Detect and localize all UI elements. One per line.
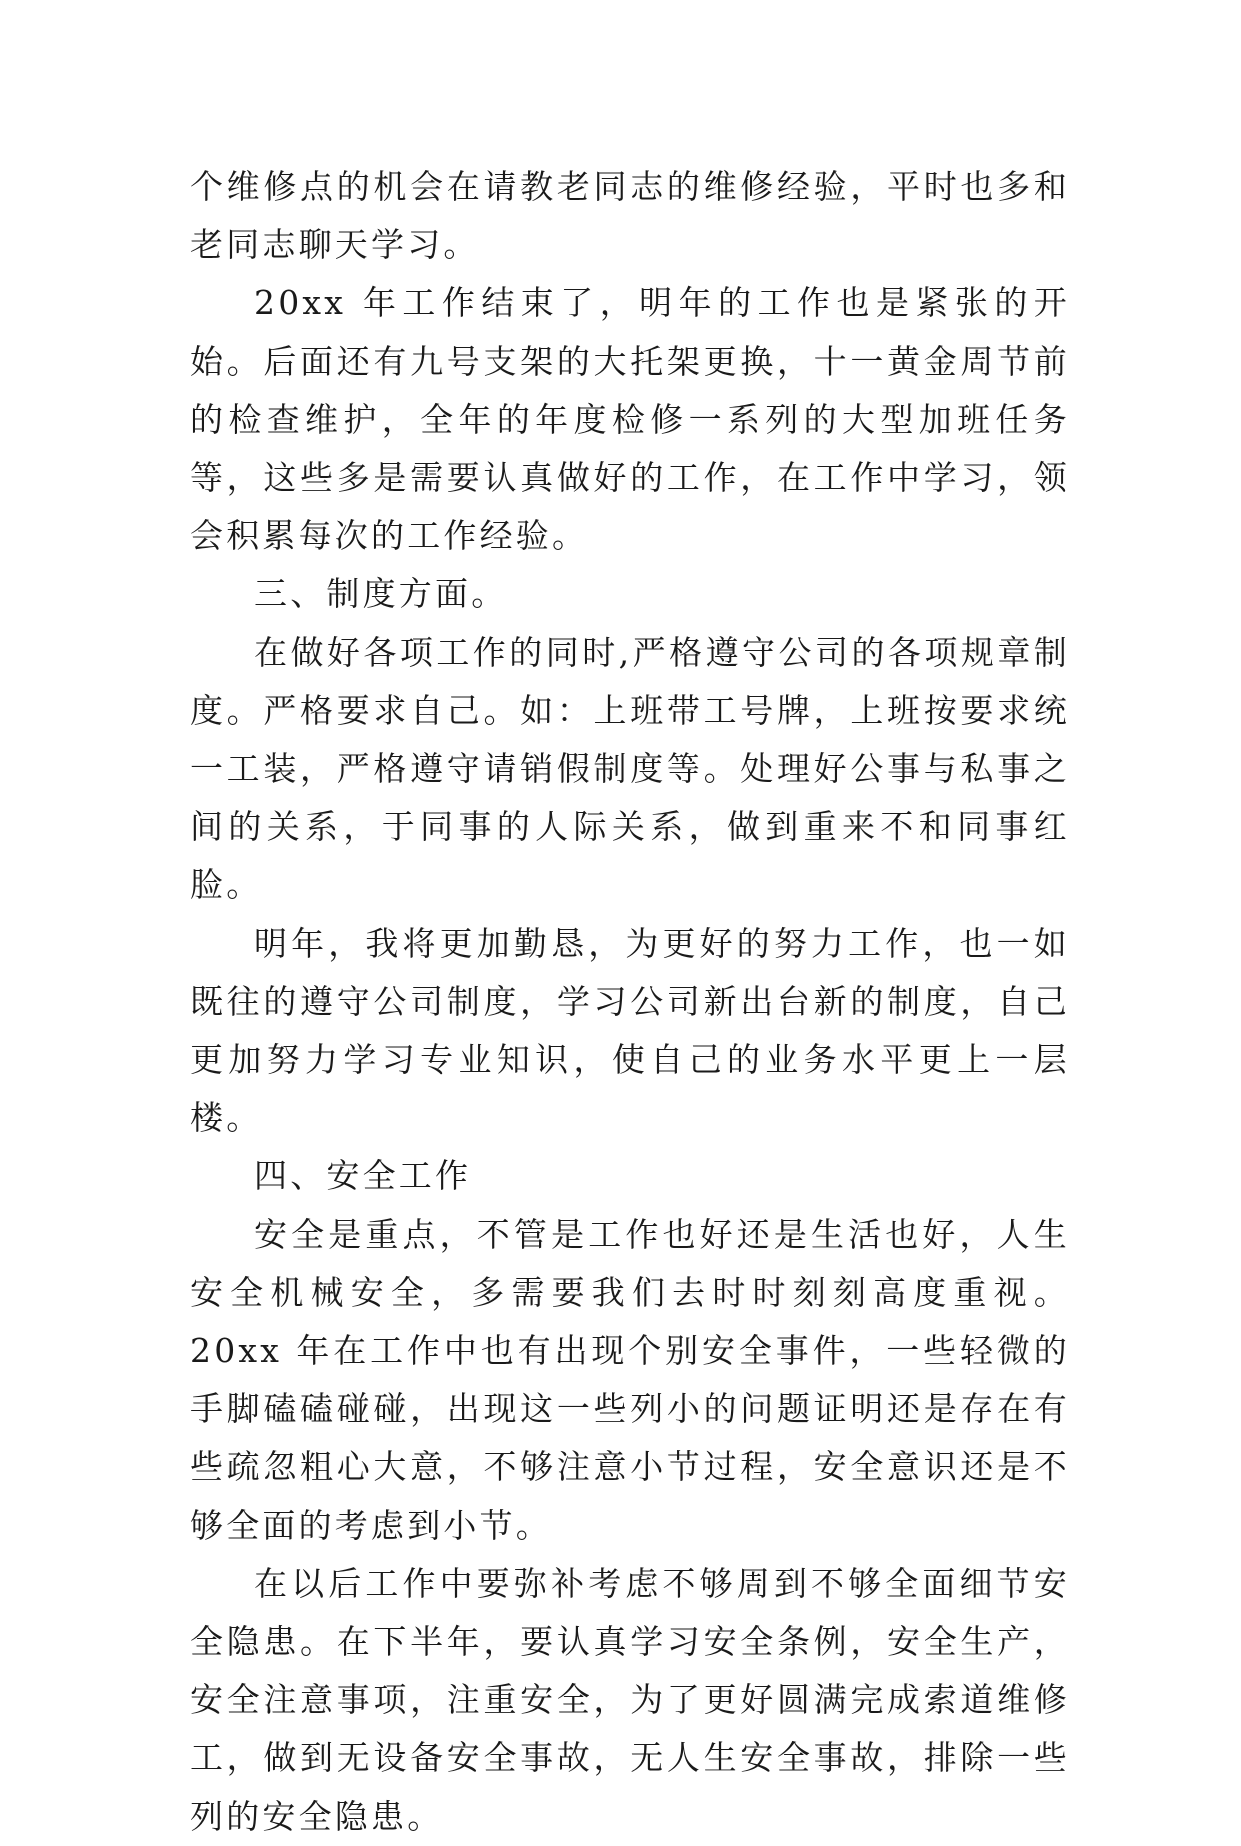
paragraph-regulations: 在做好各项工作的同时,严格遵守公司的各项规章制度。严格要求自己。如：上班带工号牌，上班按要求统一工装，严格遵守请销假制度等。处理好公事与私事之间的关系，于同事的人际关系，做到重来不和同事红脸。 [190, 632, 1070, 905]
paragraph-continuation: 个维修点的机会在请教老同志的维修经验，平时也多和老同志聊天学习。 [190, 167, 1070, 265]
paragraph-safety: 安全是重点，不管是工作也好还是生活也好，人生安全机械安全，多需要我们去时时刻刻高度重视。20xx 年在工作中也有出现个别安全事件，一些轻微的手脚磕磕碰碰，出现这一些列小的问题证明还是存在有些疏忽粗心大意，不够注意小节过程，安全意识还是不够全面的考虑到小节。 [190, 1214, 1070, 1545]
paragraph-safety-plan: 在以后工作中要弥补考虑不够周到不够全面细节安全隐患。在下半年，要认真学习安全条例，安全生产，安全注意事项，注重安全，为了更好圆满完成索道维修工，做到无设备安全事故，无人生安全事故，排除一些列的安全隐患。 [190, 1563, 1070, 1836]
paragraph-next-year: 明年，我将更加勤恳，为更好的努力工作，也一如既往的遵守公司制度，学习公司新出台新的制度，自己更加努力学习专业知识，使自己的业务水平更上一层楼。 [190, 923, 1070, 1138]
heading-section-3: 三、制度方面。 [254, 574, 508, 614]
paragraph-work-summary: 20xx 年工作结束了，明年的工作也是紧张的开始。后面还有九号支架的大托架更换，十一黄金周节前的检查维护，全年的年度检修一系列的大型加班任务等，这些多是需要认真做好的工作，在工作中学习，领会积累每次的工作经验。 [190, 283, 1070, 556]
heading-section-4: 四、安全工作 [254, 1156, 472, 1196]
document-body [190, 158, 1070, 1846]
